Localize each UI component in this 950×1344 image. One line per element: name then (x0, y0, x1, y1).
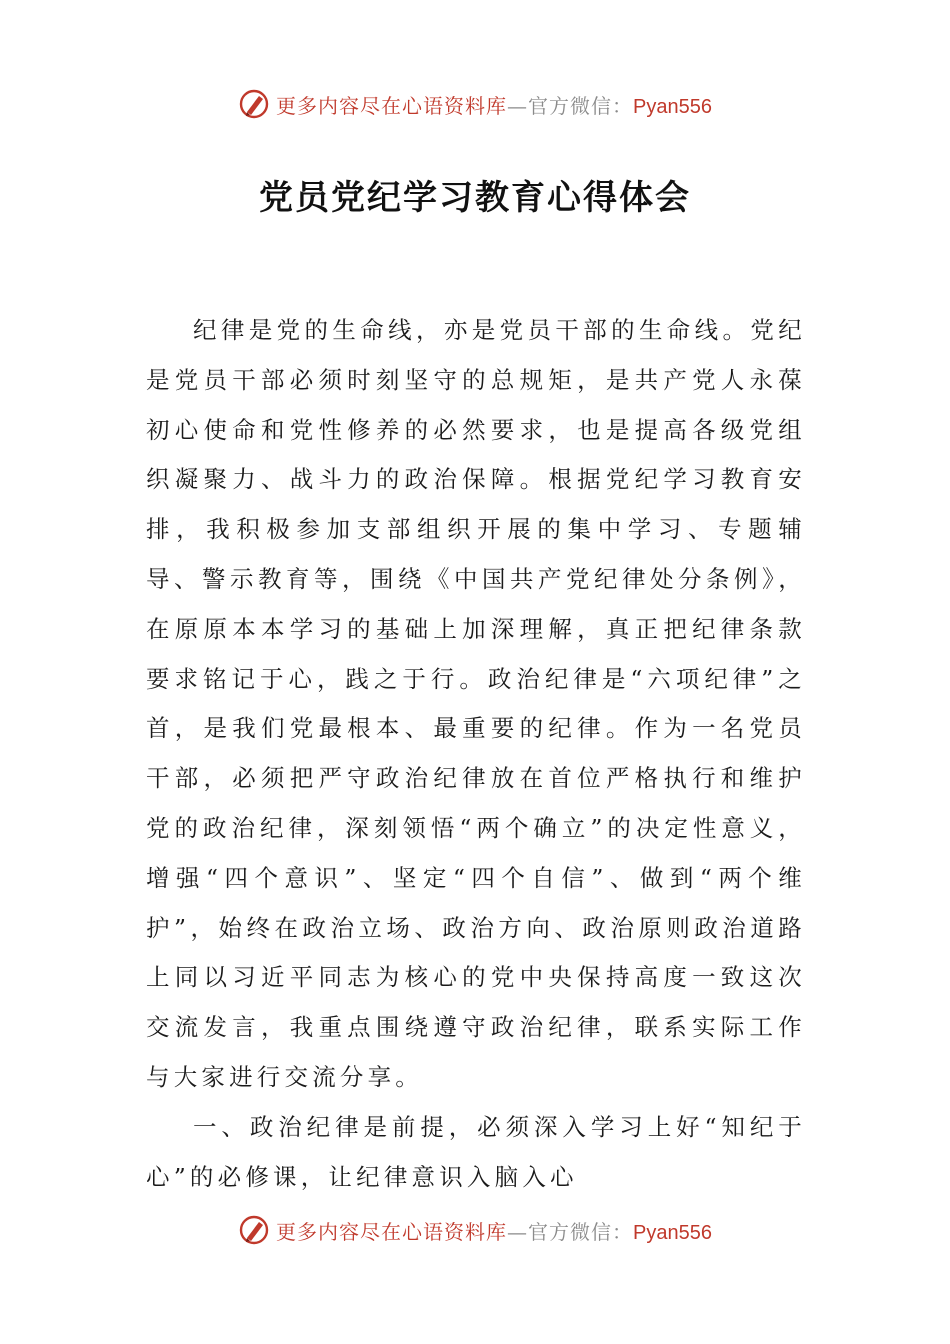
watermark-wechat-id: Pyan556 (633, 95, 712, 118)
watermark-sub-text: —官方微信： (507, 93, 634, 118)
section-heading: 一、政治纪律是前提，必须深入学习上好“知纪于心”的必修课，让纪律意识入脑入心 (146, 1112, 806, 1191)
watermark-main-text: 更多内容尽在心语资料库 (276, 1219, 508, 1244)
document-title: 党员党纪学习教育心得体会 (259, 178, 691, 218)
watermark-main-text: 更多内容尽在心语资料库 (276, 93, 508, 118)
watermark-sub-text: —官方微信： (507, 1219, 634, 1244)
body-paragraph: 纪律是党的生命线，亦是党员干部的生命线。党纪是党员干部必须时刻坚守的总规矩，是共产党人永葆初心使命和党性修养的必然要求，也是提高各级党组织凝聚力、战斗力的政治保障。根据党纪学习教育安排，我积极参加支部组织开展的集中学习、专题辅导、警示教育等，围绕《中国共产党纪律处分条例》，在原原本本学习的基础上加深理解，真正把纪律条款要求铭记于心，践之于行。政治纪律是“六项纪律”之首，是我们党最根本、最重要的纪律。作为一名党员干部，必须把严守政治纪律放在首位严格执行和维护党的政治纪律，深刻领悟“两个确立”的决定性意义，增强“四个意识”、坚定“四个自信”、做到“两个维护”，始终在政治立场、政治方向、政治原则政治道路上同以习近平同志为核心的党中央保持高度一致这次交流发言，我重点围绕遵守政治纪律，联系实际工作与大家进行交流分享。 (146, 316, 806, 1091)
header-watermark (0, 84, 950, 124)
watermark-wechat-id: Pyan556 (633, 1221, 712, 1244)
document-body (146, 306, 806, 1202)
watermark-text (276, 90, 712, 119)
pen-logo-icon (238, 88, 270, 120)
footer-watermark (0, 1210, 950, 1250)
watermark-text (276, 1216, 712, 1245)
pen-logo-icon (238, 1214, 270, 1246)
